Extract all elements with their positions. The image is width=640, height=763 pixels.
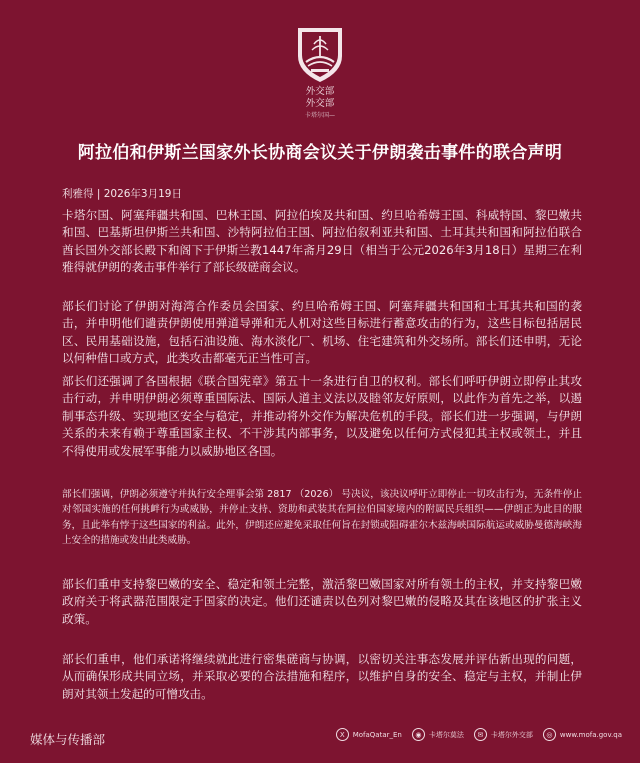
media-department-label: 媒体与传播部 [30, 732, 106, 747]
statement-title: 阿拉伯和伊斯兰国家外长协商会议关于伊朗袭击事件的联合声明 [77, 143, 563, 163]
globe-icon: ◎ [543, 728, 556, 741]
qatar-emblem-icon [292, 22, 348, 86]
social-label: MofaQatar_En [352, 730, 402, 739]
dateline: 利雅得 | 2026年3月19日 [62, 188, 182, 200]
ministry-name: 外交部 [305, 86, 335, 97]
wechat-icon: ✉ [474, 728, 487, 741]
social-label: 卡塔尔莫法 [428, 730, 464, 739]
social-weibo[interactable] [412, 728, 464, 741]
paragraph-5: 部长们重申支持黎巴嫩的安全、稳定和领土完整，激活黎巴嫩国家对所有领土的主权，并支持黎巴嫩政府关于将武器范围限定于国家的决定。他们还谴责以色列对黎巴嫩的侵略及其在该地区的扩张主义政策。 [62, 577, 582, 626]
x-icon: X [336, 728, 349, 741]
weibo-icon: ◉ [412, 728, 425, 741]
country-name: 卡塔尔国— [304, 112, 335, 119]
social-website[interactable] [543, 728, 622, 741]
paragraph-1: 卡塔尔国、阿塞拜疆共和国、巴林王国、阿拉伯埃及共和国、约旦哈希姆王国、科威特国、黎巴嫩共和国、巴基斯坦伊斯兰共和国、沙特阿拉伯王国、阿拉伯叙利亚共和国、土耳其共和国和阿拉伯联合酋长国外交部长殿下和阁下于伊斯兰教1447年斋月29日（相当于公元2026年3月18日）星期三在利雅得就伊朗的袭击事件举行了部长级磋商会议。 [62, 208, 582, 275]
paragraph-3: 部长们还强调了各国根据《联合国宪章》第五十一条进行自卫的权利。部长们呼吁伊朗立即停止其攻击行动，并申明伊朗必须尊重国际法、国际人道主义法以及睦邻友好原则，以此作为首先之举，以遏制事态升级、实现地区安全与稳定，并推动将外交作为解决危机的手段。部长们进一步强调，与伊朗关系的未来有赖于尊重国家主权、不干涉其内部事务，以及避免以任何方式侵犯其主权或领土，并且不得使用或发展军事能力以威胁地区各国。 [62, 374, 582, 458]
social-label: 卡塔尔外交部 [490, 730, 533, 739]
ministry-name-secondary: 外交部 [305, 98, 335, 109]
paragraph-4: 部长们强调，伊朗必须遵守并执行安全理事会第 2817 （2026） 号决议，该决议呼吁立即停止一切攻击行为，无条件停止对邻国实施的任何挑衅行为或威胁，并停止支持、资助和武装其在阿拉伯国家境内的附属民兵组织——伊朗正为此目的服务，且此举有悖于这些国家的利益。此外，伊朗还应避免采取任何旨在封锁或阻碍霍尔木兹海峡国际航运或威胁曼德海峡海上安全的措施或发出此类威胁。 [62, 489, 582, 547]
social-links [326, 728, 622, 741]
social-label: www.mofa.gov.qa [559, 730, 622, 739]
social-wechat[interactable] [474, 728, 533, 741]
paragraph-2: 部长们讨论了伊朗对海湾合作委员会国家、约旦哈希姆王国、阿塞拜疆共和国和土耳其共和国的袭击，并申明他们谴责伊朗使用弹道导弹和无人机对这些目标进行蓄意攻击的行为，这些目标包括居民区、民用基础设施，包括石油设施、海水淡化厂、机场、住宅建筑和外交场所。部长们还申明，无论以何种借口或方式，此类攻击都毫无正当性可言。 [62, 299, 582, 366]
social-x[interactable] [336, 728, 402, 741]
paragraph-6: 部长们重申，他们承诺将继续就此进行密集磋商与协调，以密切关注事态发展并评估新出现的问题，从而确保形成共同立场，并采取必要的合法措施和程序，以维护自身的安全、稳定与主权，并制止伊朗对其领土发起的可憎攻击。 [62, 652, 582, 701]
